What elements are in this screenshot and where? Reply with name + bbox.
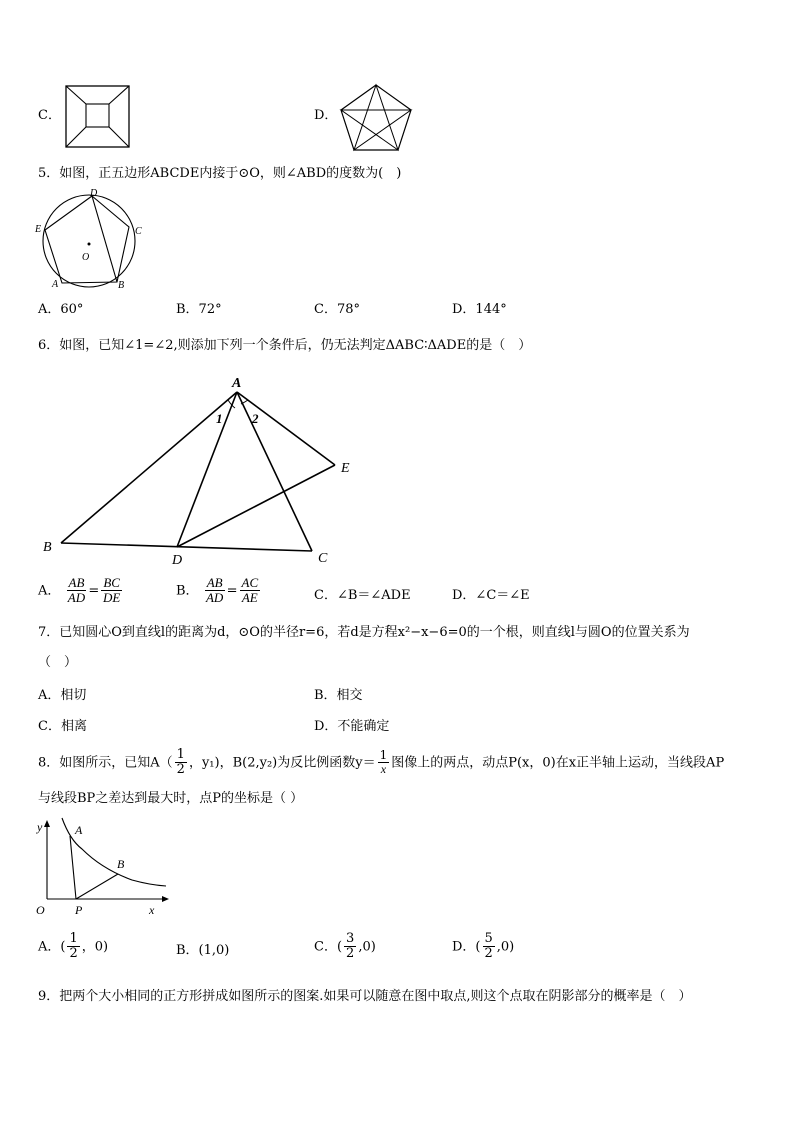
q8-function-den: x	[380, 762, 387, 777]
q8-option-c-pre: C．(	[314, 939, 343, 955]
q8-option-a-num: 1	[69, 931, 78, 946]
q8-option-d-num: 5	[484, 931, 493, 946]
q6-option-c: C．∠B＝∠ADE	[314, 588, 411, 603]
q5-option-b: B．72°	[176, 302, 222, 317]
q8-a-x-fraction	[175, 748, 187, 778]
q8-option-b: B．(1,0)	[176, 943, 230, 958]
q8-text-part2: ，y₁)，B(2,y₂)为反比例函数y＝	[188, 755, 376, 771]
q7-option-a: A．相切	[38, 688, 87, 703]
q4-option-c-figure	[64, 84, 132, 150]
q5-label-o: O	[82, 252, 90, 263]
q8-label-a: A	[75, 823, 83, 837]
q6-option-a-right-num: BC	[103, 575, 120, 590]
q8-option-a-pre: A．(	[38, 939, 66, 955]
q8-option-c-fraction	[344, 932, 356, 962]
q6-option-a-left-den: AD	[67, 590, 86, 606]
q5-option-d: D．144°	[452, 302, 507, 317]
q6-option-a-letter: A．	[38, 583, 61, 599]
q5-label-a: A	[52, 279, 59, 290]
q8-option-a-den: 2	[69, 946, 78, 962]
q5-label-d: D	[90, 188, 98, 199]
q6-question-text: 6．如图，已知∠1=∠2,则添加下列一个条件后，仍无法判定ΔABC∶ΔADE的是（ ）	[38, 338, 532, 353]
q8-option-a-post: ，0)	[81, 939, 109, 955]
q8-option-c-post: ,0)	[358, 939, 376, 955]
q6-option-b-left-num: AB	[206, 575, 223, 590]
q6-option-a-right-fraction	[101, 576, 122, 606]
q7-option-d: D．不能确定	[314, 719, 390, 734]
q8-option-c-den: 2	[346, 946, 355, 962]
q7-option-c: C．相离	[38, 719, 87, 734]
q6-angle-1-label: 1	[216, 411, 223, 426]
q8-label-o: O	[36, 903, 45, 917]
q8-function-num: 1	[379, 748, 388, 763]
q6-option-b-right-fraction	[240, 576, 261, 606]
q8-a-x-num: 1	[176, 747, 185, 762]
q8-label-x: x	[149, 903, 155, 917]
q6-option-b-letter: B．	[176, 583, 199, 599]
q7-question-line1: 7．已知圆心O到直线l的距离为d，⊙O的半径r=6，若d是方程x²−x−6=0的一个根，则直线l与圆O的位置关系为	[38, 625, 690, 640]
q5-label-c: C	[135, 226, 142, 237]
q4-option-c-letter: C．	[38, 108, 61, 123]
q8-option-d-pre: D．(	[452, 939, 481, 955]
q8-question-line2: 与线段BP之差达到最大时，点P的坐标是（ ）	[38, 791, 304, 806]
q8-text-part3: 图像上的两点，动点P(x，0)在x正半轴上运动，当线段AP	[391, 755, 725, 771]
q7-option-b: B．相交	[314, 688, 363, 703]
q6-label-b: B	[43, 540, 52, 555]
q8-label-y: y	[37, 820, 43, 834]
q6-label-a: A	[232, 376, 242, 391]
q6-label-e: E	[341, 461, 350, 476]
q6-option-d: D．∠C＝∠E	[452, 588, 530, 603]
q5-label-b: B	[118, 280, 125, 291]
q8-option-d-den: 2	[484, 946, 493, 962]
q6-label-d: D	[172, 553, 183, 568]
q6-option-b-left-den: AD	[205, 590, 224, 606]
q6-option-a-left-num: AB	[68, 575, 85, 590]
q8-a-x-den: 2	[176, 762, 185, 778]
q8-question-line1	[38, 748, 724, 778]
q5-label-e: E	[35, 224, 42, 235]
q8-option-a-fraction	[67, 932, 79, 962]
q8-option-c-num: 3	[346, 931, 355, 946]
q7-question-line2: （ ）	[38, 655, 78, 670]
q8-label-p: P	[75, 903, 83, 917]
q6-triangle-figure	[36, 370, 366, 570]
q8-option-d-post: ,0)	[496, 939, 515, 955]
q6-option-a: A． $\frac{AB}{AD}$ = $\frac{BC}{DE}$	[38, 575, 121, 606]
q8-hyperbola-figure	[32, 814, 172, 922]
q6-option-b: B． $\frac{AB}{AD}$ = $\frac{AC}{AE}$	[176, 575, 259, 606]
q5-option-c: C．78°	[314, 302, 360, 317]
q6-option-b-right-den: AE	[241, 590, 258, 606]
q8-text-part1: 8．如图所示，已知A（	[38, 755, 173, 771]
q6-option-a-right-den: DE	[102, 590, 121, 606]
q8-option-a	[38, 932, 108, 962]
q4-option-d-figure	[338, 82, 414, 154]
q5-question-text: 5．如图，正五边形ABCDE内接于⊙O，则∠ABD的度数为( )	[38, 166, 402, 181]
q6-label-c: C	[318, 551, 328, 566]
q8-option-d-fraction	[483, 932, 495, 962]
q6-option-b-left-fraction	[205, 576, 225, 606]
q4-option-d-letter: D．	[314, 108, 338, 123]
q8-option-d	[452, 932, 514, 962]
q6-option-b-right-num: AC	[241, 575, 259, 590]
q5-option-a: A．60°	[38, 302, 84, 317]
q8-label-b: B	[117, 857, 125, 871]
q8-function-fraction	[378, 749, 390, 776]
q5-pentagon-figure	[32, 188, 152, 294]
q9-question-text: 9．把两个大小相同的正方形拼成如图所示的图案.如果可以随意在图中取点,则这个点取在阴影部分的概率是（ ）	[38, 989, 692, 1004]
q6-option-a-left-fraction	[67, 576, 87, 606]
q6-angle-2-label: 2	[252, 411, 259, 426]
q8-option-c	[314, 932, 376, 962]
